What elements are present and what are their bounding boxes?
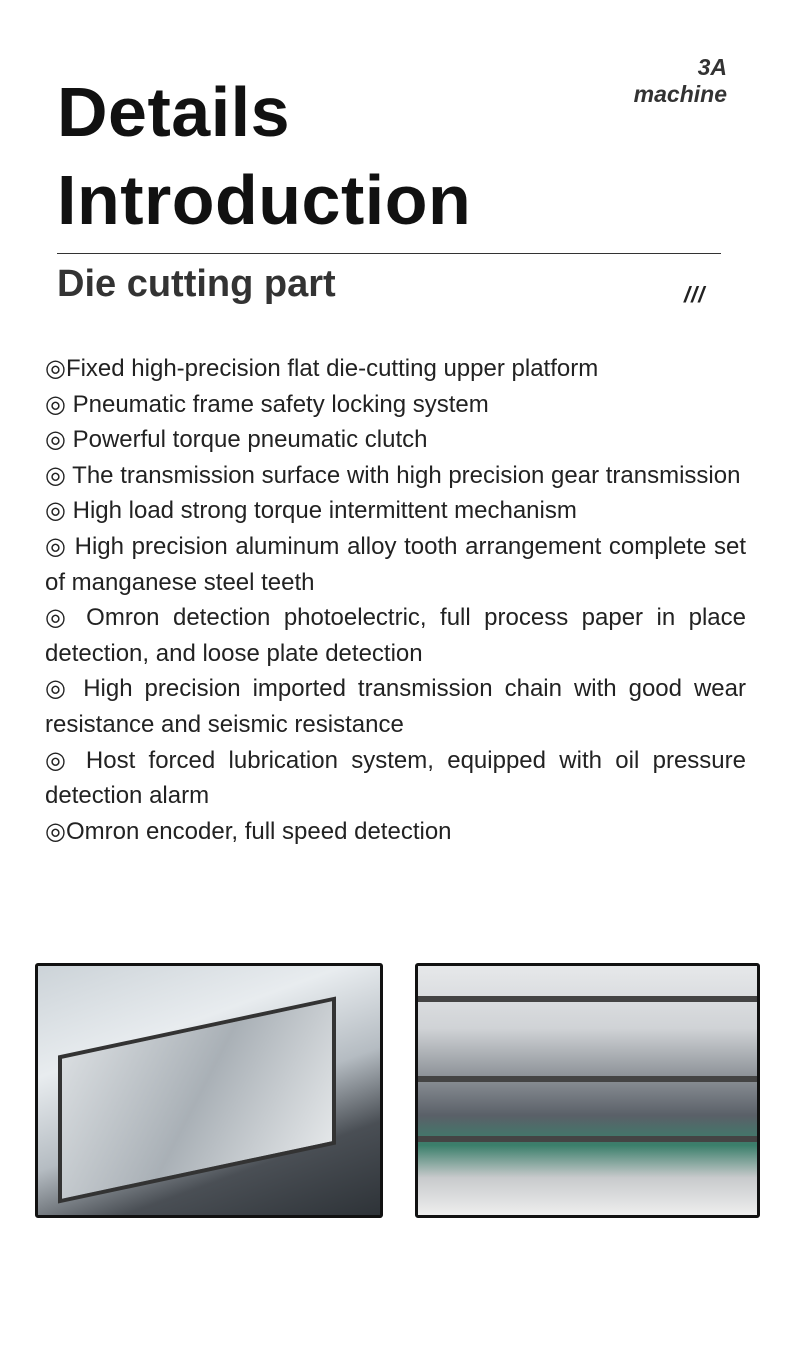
feature-item: ◎Fixed high-precision flat die-cutting upper platform	[45, 355, 599, 382]
feature-item: ◎ Host forced lubrication system, equipped with oil pressure detection alarm	[45, 746, 746, 810]
feature-item: ◎ Pneumatic frame safety locking system	[45, 390, 489, 418]
machine-bar	[418, 1136, 757, 1142]
page-title	[57, 68, 471, 244]
feature-item: ◎ Powerful torque pneumatic clutch	[45, 426, 428, 454]
transmission-mechanism-photo	[415, 963, 760, 1218]
divider	[57, 253, 721, 254]
feature-item: ◎ Omron detection photoelectric, full process paper in place detection, and loose plate detection	[45, 604, 746, 667]
machine-bar	[418, 1076, 757, 1082]
feature-item: ◎ High precision aluminum alloy tooth arrangement complete set of manganese steel teeth	[45, 532, 746, 596]
platform-plate	[58, 996, 336, 1203]
die-cutting-platform-photo	[35, 963, 383, 1218]
brand-line-2: machine	[633, 81, 727, 107]
feature-item: ◎ High load strong torque intermittent mechanism	[45, 497, 577, 525]
title-line-2: Introduction	[57, 161, 472, 239]
section-subtitle: Die cutting part	[57, 263, 336, 305]
machine-bar	[418, 996, 757, 1002]
title-line-1: Details	[57, 73, 291, 151]
feature-item: ◎ High precision imported transmission chain with good wear resistance and seismic resistance	[45, 675, 746, 738]
slashes-decoration: ///	[684, 282, 706, 307]
feature-item: ◎Omron encoder, full speed detection	[45, 817, 452, 845]
brand-line-1: 3A	[697, 54, 727, 80]
feature-item: ◎ The transmission surface with high precision gear transmission	[45, 461, 741, 489]
feature-list	[45, 351, 746, 849]
brand-label	[634, 54, 727, 108]
